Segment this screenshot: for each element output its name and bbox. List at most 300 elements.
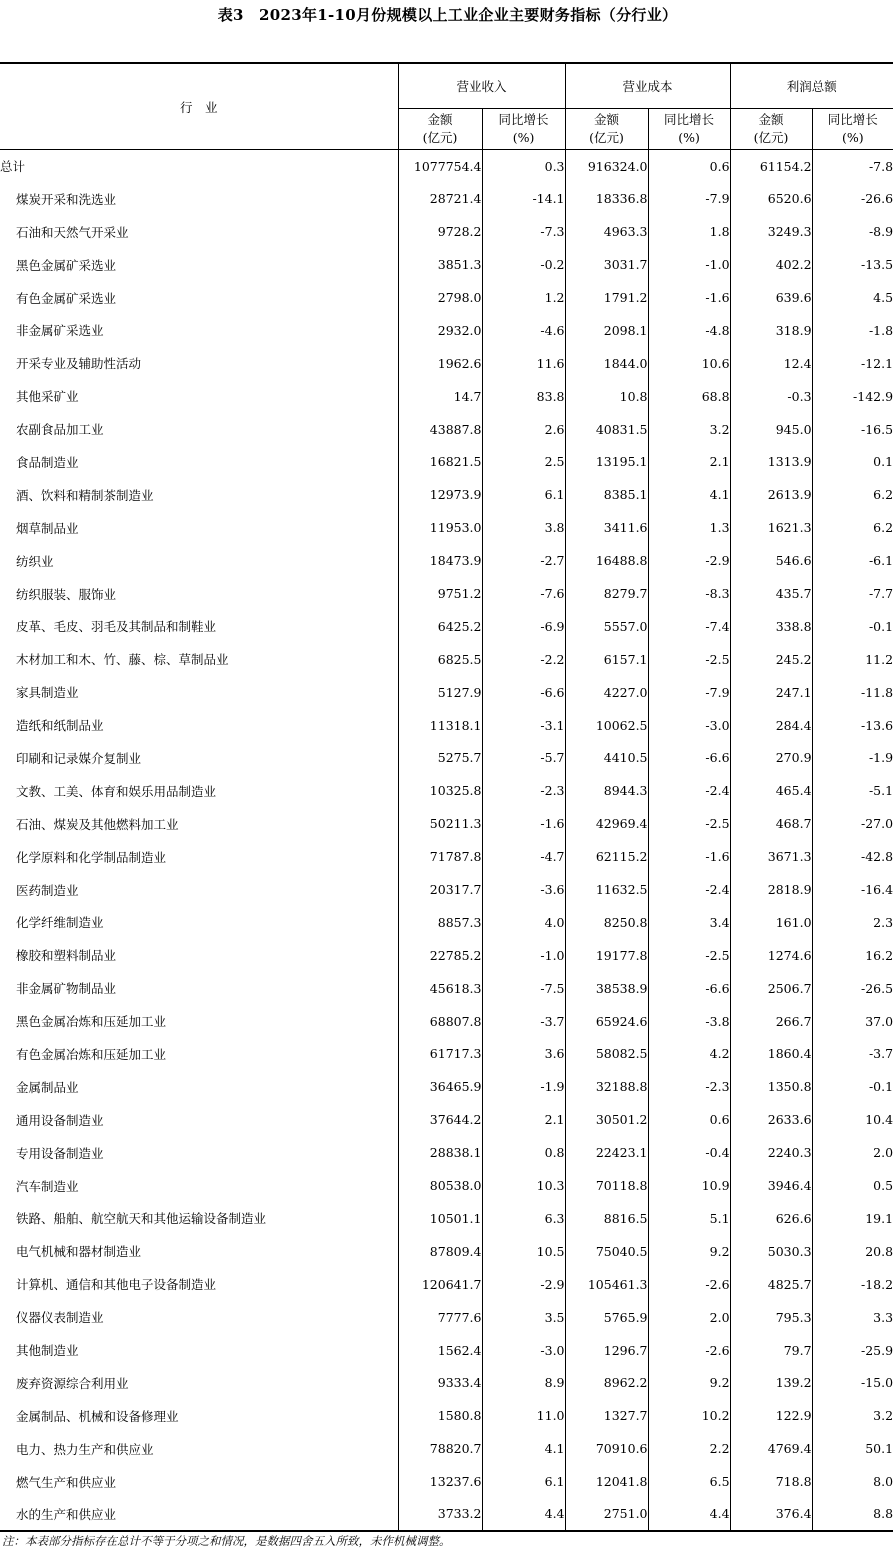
header-growth bbox=[812, 109, 893, 150]
growth-cell: -1.6 bbox=[648, 281, 730, 314]
table-title: 表3 2023年1-10月份规模以上工业企业主要财务指标（分行业） bbox=[217, 6, 678, 24]
growth-cell: 10.5 bbox=[482, 1235, 565, 1268]
amount-cell: 61717.3 bbox=[398, 1038, 482, 1071]
header-amount bbox=[565, 109, 648, 150]
header-amount bbox=[730, 109, 812, 150]
amount-cell: 1791.2 bbox=[565, 281, 648, 314]
growth-cell: 5.1 bbox=[648, 1202, 730, 1235]
growth-cell: -3.7 bbox=[482, 1005, 565, 1038]
amount-cell: 245.2 bbox=[730, 643, 812, 676]
table-row bbox=[0, 676, 893, 709]
amount-cell: 1962.6 bbox=[398, 347, 482, 380]
table-row bbox=[0, 1334, 893, 1367]
growth-cell: -7.9 bbox=[648, 676, 730, 709]
amount-cell: 465.4 bbox=[730, 774, 812, 807]
header-unit-label: (%) bbox=[512, 130, 535, 145]
amount-cell: 1580.8 bbox=[398, 1399, 482, 1432]
amount-cell: 2240.3 bbox=[730, 1136, 812, 1169]
industry-name: 化学纤维制造业 bbox=[16, 915, 104, 931]
amount-cell: 468.7 bbox=[730, 807, 812, 840]
growth-cell: -1.9 bbox=[482, 1070, 565, 1103]
table-row bbox=[0, 511, 893, 544]
amount-cell: 5765.9 bbox=[565, 1301, 648, 1334]
amount-cell: 338.8 bbox=[730, 610, 812, 643]
table-row bbox=[0, 215, 893, 248]
industry-name: 汽车制造业 bbox=[16, 1178, 79, 1194]
amount-cell: 639.6 bbox=[730, 281, 812, 314]
growth-cell: -2.3 bbox=[482, 774, 565, 807]
amount-cell: 2932.0 bbox=[398, 314, 482, 347]
amount-cell: 43887.8 bbox=[398, 413, 482, 446]
amount-cell: 6825.5 bbox=[398, 643, 482, 676]
growth-cell: -7.5 bbox=[482, 972, 565, 1005]
header-group-revenue: 营业收入 bbox=[398, 63, 565, 109]
growth-cell: -1.9 bbox=[812, 742, 893, 775]
growth-cell: -5.7 bbox=[482, 742, 565, 775]
table-row bbox=[0, 906, 893, 939]
table-row bbox=[0, 182, 893, 215]
growth-cell: -4.8 bbox=[648, 314, 730, 347]
amount-cell: 1296.7 bbox=[565, 1334, 648, 1367]
industry-name: 煤炭开采和洗选业 bbox=[16, 191, 117, 207]
table-row bbox=[0, 380, 893, 413]
growth-cell: -2.6 bbox=[648, 1334, 730, 1367]
table-row bbox=[0, 248, 893, 281]
growth-cell: -2.2 bbox=[482, 643, 565, 676]
amount-cell: 11318.1 bbox=[398, 709, 482, 742]
table-row bbox=[0, 281, 893, 314]
industry-name: 通用设备制造业 bbox=[16, 1112, 104, 1128]
amount-cell: 62115.2 bbox=[565, 840, 648, 873]
header-unit-label: (亿元) bbox=[589, 130, 624, 145]
amount-cell: 626.6 bbox=[730, 1202, 812, 1235]
amount-cell: 1077754.4 bbox=[398, 150, 482, 183]
amount-cell: 546.6 bbox=[730, 544, 812, 577]
amount-cell: 11632.5 bbox=[565, 873, 648, 906]
growth-cell: -1.8 bbox=[812, 314, 893, 347]
growth-cell: 3.5 bbox=[482, 1301, 565, 1334]
table-row bbox=[0, 1268, 893, 1301]
industry-name: 开采专业及辅助性活动 bbox=[16, 356, 142, 372]
industry-name: 水的生产和供应业 bbox=[0, 1498, 398, 1531]
growth-cell: -0.1 bbox=[812, 1070, 893, 1103]
amount-cell: 45618.3 bbox=[398, 972, 482, 1005]
growth-cell: 20.8 bbox=[812, 1235, 893, 1268]
amount-cell: 6425.2 bbox=[398, 610, 482, 643]
growth-cell: -2.6 bbox=[648, 1268, 730, 1301]
amount-cell: 7777.6 bbox=[398, 1301, 482, 1334]
amount-cell: 8250.8 bbox=[565, 906, 648, 939]
amount-cell: 402.2 bbox=[730, 248, 812, 281]
industry-name: 总计 bbox=[0, 159, 26, 175]
amount-cell: 12973.9 bbox=[398, 478, 482, 511]
growth-cell: 4.4 bbox=[482, 1498, 565, 1531]
table-row bbox=[0, 972, 893, 1005]
amount-cell: 1350.8 bbox=[730, 1070, 812, 1103]
amount-cell: 2633.6 bbox=[730, 1103, 812, 1136]
industry-name: 专用设备制造业 bbox=[16, 1145, 104, 1161]
table-row bbox=[0, 1399, 893, 1432]
amount-cell: 80538.0 bbox=[398, 1169, 482, 1202]
growth-cell: -6.9 bbox=[482, 610, 565, 643]
amount-cell: 4769.4 bbox=[730, 1432, 812, 1465]
growth-cell: 9.2 bbox=[648, 1366, 730, 1399]
amount-cell: 270.9 bbox=[730, 742, 812, 775]
industry-name: 燃气生产和供应业 bbox=[16, 1474, 117, 1490]
amount-cell: 9333.4 bbox=[398, 1366, 482, 1399]
growth-cell: -26.5 bbox=[812, 972, 893, 1005]
footnote: 注：本表部分指标存在总计不等于分项之和情况，是数据四舍五入所致，未作机械调整。 bbox=[2, 1534, 451, 1548]
amount-cell: 9728.2 bbox=[398, 215, 482, 248]
amount-cell: -0.3 bbox=[730, 380, 812, 413]
table-row bbox=[0, 1005, 893, 1038]
amount-cell: 3946.4 bbox=[730, 1169, 812, 1202]
growth-cell: 2.6 bbox=[482, 413, 565, 446]
amount-cell: 435.7 bbox=[730, 577, 812, 610]
growth-cell: -3.1 bbox=[482, 709, 565, 742]
growth-cell: 1.3 bbox=[648, 511, 730, 544]
growth-cell: -2.5 bbox=[648, 643, 730, 676]
amount-cell: 2613.9 bbox=[730, 478, 812, 511]
growth-cell: 2.5 bbox=[482, 446, 565, 479]
amount-cell: 4825.7 bbox=[730, 1268, 812, 1301]
growth-cell: 6.1 bbox=[482, 1465, 565, 1498]
amount-cell: 12.4 bbox=[730, 347, 812, 380]
amount-cell: 5030.3 bbox=[730, 1235, 812, 1268]
growth-cell: 1.2 bbox=[482, 281, 565, 314]
growth-cell: 19.1 bbox=[812, 1202, 893, 1235]
industry-name: 石油和天然气开采业 bbox=[16, 224, 129, 240]
table-row bbox=[0, 478, 893, 511]
amount-cell: 916324.0 bbox=[565, 150, 648, 183]
amount-cell: 70910.6 bbox=[565, 1432, 648, 1465]
industry-name: 医药制造业 bbox=[16, 882, 79, 898]
growth-cell: -1.0 bbox=[648, 248, 730, 281]
growth-cell: -7.9 bbox=[648, 182, 730, 215]
amount-cell: 795.3 bbox=[730, 1301, 812, 1334]
amount-cell: 8962.2 bbox=[565, 1366, 648, 1399]
amount-cell: 6157.1 bbox=[565, 643, 648, 676]
amount-cell: 50211.3 bbox=[398, 807, 482, 840]
table-row bbox=[0, 577, 893, 610]
industry-name: 酒、饮料和精制茶制造业 bbox=[16, 487, 154, 503]
table-row bbox=[0, 1465, 893, 1498]
growth-cell: 11.2 bbox=[812, 643, 893, 676]
growth-cell: -2.4 bbox=[648, 774, 730, 807]
amount-cell: 945.0 bbox=[730, 413, 812, 446]
industry-name: 电气机械和器材制造业 bbox=[16, 1244, 142, 1260]
growth-cell: -2.4 bbox=[648, 873, 730, 906]
amount-cell: 10325.8 bbox=[398, 774, 482, 807]
industry-name: 仪器仪表制造业 bbox=[16, 1310, 104, 1326]
table-row bbox=[0, 347, 893, 380]
growth-cell: -2.3 bbox=[648, 1070, 730, 1103]
industry-name: 家具制造业 bbox=[16, 685, 79, 701]
amount-cell: 1621.3 bbox=[730, 511, 812, 544]
industry-name: 烟草制品业 bbox=[16, 520, 79, 536]
growth-cell: -0.4 bbox=[648, 1136, 730, 1169]
header-growth bbox=[648, 109, 730, 150]
amount-cell: 71787.8 bbox=[398, 840, 482, 873]
industry-name: 石油、煤炭及其他燃料加工业 bbox=[16, 816, 179, 832]
growth-cell: 4.0 bbox=[482, 906, 565, 939]
growth-cell: -13.6 bbox=[812, 709, 893, 742]
table-row bbox=[0, 1103, 893, 1136]
table-row bbox=[0, 446, 893, 479]
amount-cell: 18336.8 bbox=[565, 182, 648, 215]
industry-name: 废弃资源综合利用业 bbox=[16, 1375, 129, 1391]
amount-cell: 8944.3 bbox=[565, 774, 648, 807]
amount-cell: 8816.5 bbox=[565, 1202, 648, 1235]
growth-cell: 6.2 bbox=[812, 511, 893, 544]
growth-cell: 8.8 bbox=[812, 1498, 893, 1531]
growth-cell: 2.2 bbox=[648, 1432, 730, 1465]
growth-cell: -6.6 bbox=[482, 676, 565, 709]
growth-cell: -0.2 bbox=[482, 248, 565, 281]
industry-name: 其他采矿业 bbox=[16, 389, 79, 405]
table-row bbox=[0, 939, 893, 972]
header-amount-label: 金额 bbox=[758, 112, 784, 127]
amount-cell: 3411.6 bbox=[565, 511, 648, 544]
industry-name: 铁路、船舶、航空航天和其他运输设备制造业 bbox=[16, 1211, 267, 1227]
growth-cell: 2.1 bbox=[482, 1103, 565, 1136]
amount-cell: 19177.8 bbox=[565, 939, 648, 972]
amount-cell: 32188.8 bbox=[565, 1070, 648, 1103]
growth-cell: -3.0 bbox=[482, 1334, 565, 1367]
financial-table bbox=[0, 62, 893, 1532]
table-row bbox=[0, 1301, 893, 1334]
growth-cell: 2.0 bbox=[812, 1136, 893, 1169]
amount-cell: 2798.0 bbox=[398, 281, 482, 314]
amount-cell: 61154.2 bbox=[730, 150, 812, 183]
header-amount-label: 金额 bbox=[594, 112, 620, 127]
growth-cell: 3.3 bbox=[812, 1301, 893, 1334]
growth-cell: 6.2 bbox=[812, 478, 893, 511]
growth-cell: -142.9 bbox=[812, 380, 893, 413]
amount-cell: 13237.6 bbox=[398, 1465, 482, 1498]
growth-cell: -1.6 bbox=[482, 807, 565, 840]
growth-cell: -4.6 bbox=[482, 314, 565, 347]
amount-cell: 1844.0 bbox=[565, 347, 648, 380]
amount-cell: 3671.3 bbox=[730, 840, 812, 873]
growth-cell: -7.7 bbox=[812, 577, 893, 610]
header-group-cost: 营业成本 bbox=[565, 63, 730, 109]
growth-cell: -6.6 bbox=[648, 972, 730, 1005]
amount-cell: 1860.4 bbox=[730, 1038, 812, 1071]
growth-cell: 2.1 bbox=[648, 446, 730, 479]
growth-cell: -7.3 bbox=[482, 215, 565, 248]
table-body bbox=[0, 150, 893, 1531]
growth-cell: 6.1 bbox=[482, 478, 565, 511]
growth-cell: -7.4 bbox=[648, 610, 730, 643]
growth-cell: -42.8 bbox=[812, 840, 893, 873]
growth-cell: 4.4 bbox=[648, 1498, 730, 1531]
growth-cell: 6.3 bbox=[482, 1202, 565, 1235]
amount-cell: 13195.1 bbox=[565, 446, 648, 479]
growth-cell: 10.4 bbox=[812, 1103, 893, 1136]
growth-cell: 37.0 bbox=[812, 1005, 893, 1038]
growth-cell: -3.8 bbox=[648, 1005, 730, 1038]
header-amount-label: 金额 bbox=[427, 112, 453, 127]
header-industry: 行 业 bbox=[0, 63, 398, 150]
growth-cell: -3.0 bbox=[648, 709, 730, 742]
table-row bbox=[0, 1498, 893, 1531]
amount-cell: 10062.5 bbox=[565, 709, 648, 742]
amount-cell: 266.7 bbox=[730, 1005, 812, 1038]
industry-name: 黑色金属矿采选业 bbox=[16, 257, 117, 273]
amount-cell: 3733.2 bbox=[398, 1498, 482, 1531]
growth-cell: -25.9 bbox=[812, 1334, 893, 1367]
amount-cell: 5127.9 bbox=[398, 676, 482, 709]
industry-name: 橡胶和塑料制品业 bbox=[16, 948, 117, 964]
amount-cell: 79.7 bbox=[730, 1334, 812, 1367]
industry-name: 文教、工美、体育和娱乐用品制造业 bbox=[16, 783, 217, 799]
amount-cell: 718.8 bbox=[730, 1465, 812, 1498]
amount-cell: 38538.9 bbox=[565, 972, 648, 1005]
amount-cell: 5275.7 bbox=[398, 742, 482, 775]
growth-cell: -26.6 bbox=[812, 182, 893, 215]
amount-cell: 8279.7 bbox=[565, 577, 648, 610]
amount-cell: 2098.1 bbox=[565, 314, 648, 347]
industry-name: 黑色金属冶炼和压延加工业 bbox=[16, 1014, 167, 1030]
growth-cell: 2.0 bbox=[648, 1301, 730, 1334]
growth-cell: 6.5 bbox=[648, 1465, 730, 1498]
header-unit-label: (%) bbox=[841, 130, 864, 145]
amount-cell: 14.7 bbox=[398, 380, 482, 413]
growth-cell: -6.1 bbox=[812, 544, 893, 577]
table-row bbox=[0, 1070, 893, 1103]
header-unit-label: (亿元) bbox=[753, 130, 789, 145]
table-row bbox=[0, 643, 893, 676]
growth-cell: 83.8 bbox=[482, 380, 565, 413]
growth-cell: -1.6 bbox=[648, 840, 730, 873]
growth-cell: -2.5 bbox=[648, 939, 730, 972]
amount-cell: 12041.8 bbox=[565, 1465, 648, 1498]
amount-cell: 68807.8 bbox=[398, 1005, 482, 1038]
table-row bbox=[0, 774, 893, 807]
growth-cell: -2.9 bbox=[648, 544, 730, 577]
table-row bbox=[0, 840, 893, 873]
amount-cell: 376.4 bbox=[730, 1498, 812, 1531]
growth-cell: -2.7 bbox=[482, 544, 565, 577]
industry-name: 造纸和纸制品业 bbox=[16, 718, 104, 734]
amount-cell: 4227.0 bbox=[565, 676, 648, 709]
growth-cell: 0.6 bbox=[648, 150, 730, 183]
industry-name: 纺织服装、服饰业 bbox=[16, 586, 117, 602]
amount-cell: 122.9 bbox=[730, 1399, 812, 1432]
amount-cell: 10.8 bbox=[565, 380, 648, 413]
amount-cell: 1562.4 bbox=[398, 1334, 482, 1367]
amount-cell: 28838.1 bbox=[398, 1136, 482, 1169]
growth-cell: 68.8 bbox=[648, 380, 730, 413]
header-unit-label: (%) bbox=[678, 130, 700, 145]
industry-name: 金属制品业 bbox=[16, 1079, 79, 1095]
growth-cell: -3.7 bbox=[812, 1038, 893, 1071]
header-growth-label: 同比增长 bbox=[498, 112, 549, 127]
amount-cell: 11953.0 bbox=[398, 511, 482, 544]
growth-cell: -1.0 bbox=[482, 939, 565, 972]
amount-cell: 42969.4 bbox=[565, 807, 648, 840]
growth-cell: -13.5 bbox=[812, 248, 893, 281]
growth-cell: -2.5 bbox=[648, 807, 730, 840]
growth-cell: -12.1 bbox=[812, 347, 893, 380]
industry-name: 有色金属矿采选业 bbox=[16, 290, 117, 306]
amount-cell: 1313.9 bbox=[730, 446, 812, 479]
amount-cell: 10501.1 bbox=[398, 1202, 482, 1235]
growth-cell: -18.2 bbox=[812, 1268, 893, 1301]
header-growth-label: 同比增长 bbox=[664, 112, 715, 127]
growth-cell: -4.7 bbox=[482, 840, 565, 873]
table-row bbox=[0, 1136, 893, 1169]
growth-cell: -11.8 bbox=[812, 676, 893, 709]
table-row bbox=[0, 544, 893, 577]
amount-cell: 6520.6 bbox=[730, 182, 812, 215]
growth-cell: 4.1 bbox=[482, 1432, 565, 1465]
growth-cell: 3.6 bbox=[482, 1038, 565, 1071]
amount-cell: 9751.2 bbox=[398, 577, 482, 610]
header-group-profit: 利润总额 bbox=[730, 63, 893, 109]
growth-cell: 3.2 bbox=[812, 1399, 893, 1432]
growth-cell: 10.3 bbox=[482, 1169, 565, 1202]
growth-cell: -5.1 bbox=[812, 774, 893, 807]
table-row bbox=[0, 1038, 893, 1071]
growth-cell: 0.6 bbox=[648, 1103, 730, 1136]
growth-cell: 9.2 bbox=[648, 1235, 730, 1268]
growth-cell: -2.9 bbox=[482, 1268, 565, 1301]
amount-cell: 3031.7 bbox=[565, 248, 648, 281]
amount-cell: 1274.6 bbox=[730, 939, 812, 972]
amount-cell: 105461.3 bbox=[565, 1268, 648, 1301]
growth-cell: 4.5 bbox=[812, 281, 893, 314]
amount-cell: 247.1 bbox=[730, 676, 812, 709]
industry-name: 非金属矿物制品业 bbox=[16, 981, 117, 997]
table-row bbox=[0, 709, 893, 742]
amount-cell: 2751.0 bbox=[565, 1498, 648, 1531]
industry-name: 农副食品加工业 bbox=[16, 422, 104, 438]
amount-cell: 70118.8 bbox=[565, 1169, 648, 1202]
table-row bbox=[0, 413, 893, 446]
amount-cell: 161.0 bbox=[730, 906, 812, 939]
growth-cell: -7.6 bbox=[482, 577, 565, 610]
growth-cell: 3.8 bbox=[482, 511, 565, 544]
growth-cell: 0.8 bbox=[482, 1136, 565, 1169]
growth-cell: 8.9 bbox=[482, 1366, 565, 1399]
growth-cell: -16.5 bbox=[812, 413, 893, 446]
table-row bbox=[0, 873, 893, 906]
growth-cell: 4.1 bbox=[648, 478, 730, 511]
growth-cell: 10.2 bbox=[648, 1399, 730, 1432]
growth-cell: -7.8 bbox=[812, 150, 893, 183]
amount-cell: 75040.5 bbox=[565, 1235, 648, 1268]
header-growth-label: 同比增长 bbox=[827, 112, 878, 127]
industry-name: 有色金属冶炼和压延加工业 bbox=[16, 1046, 167, 1062]
amount-cell: 3249.3 bbox=[730, 215, 812, 248]
table-row bbox=[0, 1366, 893, 1399]
table-row bbox=[0, 1202, 893, 1235]
industry-name: 计算机、通信和其他电子设备制造业 bbox=[16, 1277, 217, 1293]
amount-cell: 139.2 bbox=[730, 1366, 812, 1399]
amount-cell: 120641.7 bbox=[398, 1268, 482, 1301]
amount-cell: 2818.9 bbox=[730, 873, 812, 906]
growth-cell: -27.0 bbox=[812, 807, 893, 840]
growth-cell: 3.2 bbox=[648, 413, 730, 446]
growth-cell: 2.3 bbox=[812, 906, 893, 939]
industry-name: 印刷和记录媒介复制业 bbox=[16, 750, 142, 766]
amount-cell: 30501.2 bbox=[565, 1103, 648, 1136]
growth-cell: 1.8 bbox=[648, 215, 730, 248]
header-amount bbox=[398, 109, 482, 150]
amount-cell: 1327.7 bbox=[565, 1399, 648, 1432]
